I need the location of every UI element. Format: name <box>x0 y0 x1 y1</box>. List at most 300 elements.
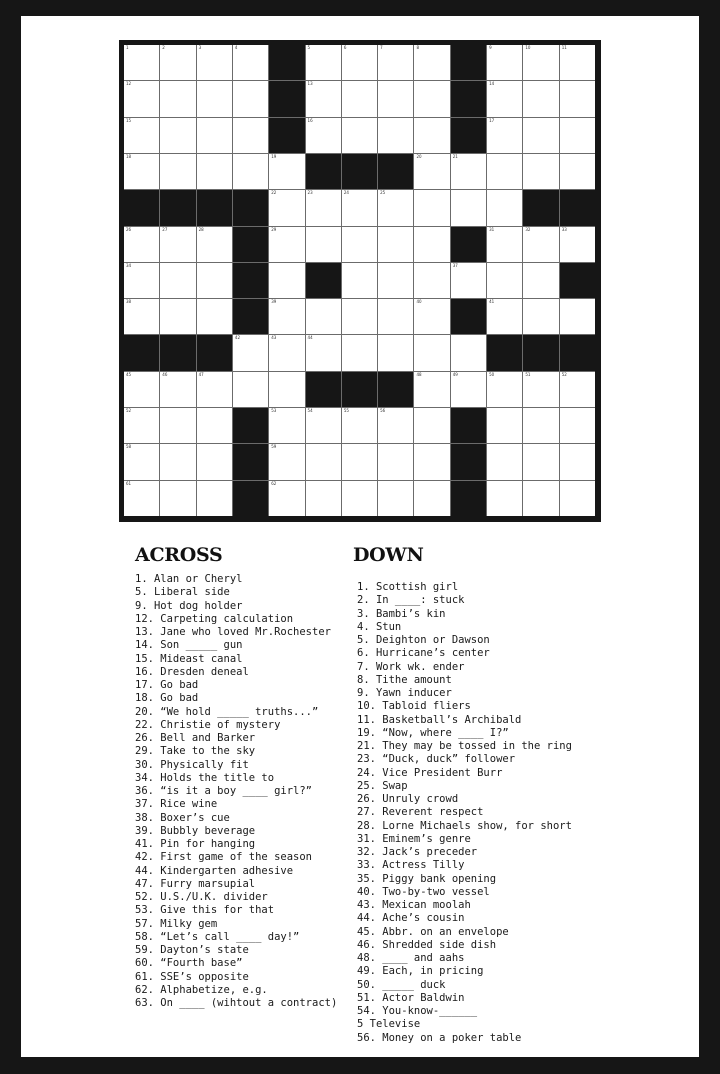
grid-cell[interactable] <box>306 118 341 153</box>
across-clue: 47. Furry marsupial <box>135 877 256 890</box>
down-clue: 43. Mexican moolah <box>357 899 471 911</box>
cell-number: 29 <box>271 226 277 232</box>
grid-cell[interactable] <box>560 227 595 262</box>
grid-cell[interactable] <box>342 263 377 298</box>
across-clue: 61. SSE’s opposite <box>135 970 249 983</box>
down-clue: 49. Each, in pricing <box>357 965 484 978</box>
grid-cell[interactable] <box>523 154 558 189</box>
grid-cell[interactable] <box>451 372 486 407</box>
grid-cell[interactable] <box>523 299 558 334</box>
down-clue: 19. “Now, where ____ I?” <box>357 726 509 739</box>
across-clue: 44. Kindergarten adhesive <box>135 864 294 877</box>
black-square <box>269 81 304 116</box>
cell-number: 7 <box>380 45 383 50</box>
down-clue: 40. Two-by-two vessel <box>357 885 490 898</box>
grid-cell[interactable] <box>378 481 413 516</box>
grid-cell[interactable] <box>197 408 232 443</box>
black-square <box>233 408 268 443</box>
grid-cell[interactable] <box>197 372 232 407</box>
cell-number: 27 <box>162 226 168 232</box>
grid-cell[interactable] <box>269 335 304 370</box>
grid-cell[interactable] <box>124 45 159 80</box>
grid-cell[interactable] <box>487 408 522 443</box>
black-square <box>451 81 486 116</box>
grid-cell[interactable] <box>197 263 232 298</box>
cell-number: 61 <box>126 480 132 486</box>
cell-number: 37 <box>452 262 458 268</box>
across-clue: 39. Bubbly beverage <box>135 824 256 837</box>
black-square <box>233 263 268 298</box>
cell-number: 24 <box>343 190 349 196</box>
black-square <box>306 263 341 298</box>
cell-number: 28 <box>198 226 204 232</box>
crossword-grid <box>124 45 595 516</box>
cell-number: 18 <box>126 153 132 159</box>
grid-cell[interactable] <box>269 154 304 189</box>
grid-cell[interactable] <box>269 190 304 225</box>
across-clue: 42. First game of the season <box>135 851 313 864</box>
across-clue: 20. “We hold _____ truths...” <box>135 705 319 718</box>
down-clue: 50. _____ duck <box>357 978 446 991</box>
across-clue: 41. Pin for hanging <box>135 838 256 850</box>
cell-number: 22 <box>271 190 277 196</box>
down-clue: 8. Tithe amount <box>357 673 452 686</box>
down-clue: 51. Actor Baldwin <box>357 991 465 1004</box>
cell-number: 55 <box>343 408 349 414</box>
grid-cell[interactable] <box>197 444 232 479</box>
grid-cell[interactable] <box>306 299 341 334</box>
black-square <box>233 481 268 516</box>
across-clue-list <box>135 573 337 1010</box>
grid-cell[interactable] <box>160 444 195 479</box>
cell-number: 25 <box>380 190 386 196</box>
grid-cell[interactable] <box>342 118 377 153</box>
across-clue: 52. U.S./U.K. divider <box>135 891 268 903</box>
black-square <box>342 372 377 407</box>
grid-cell[interactable] <box>306 45 341 80</box>
cell-number: 23 <box>307 190 313 196</box>
cell-number: 19 <box>271 153 277 159</box>
black-square <box>451 118 486 153</box>
grid-cell[interactable] <box>451 335 486 370</box>
cell-number: 14 <box>489 81 495 87</box>
grid-cell[interactable] <box>160 263 195 298</box>
grid-cell[interactable] <box>487 45 522 80</box>
cell-number: 45 <box>126 371 132 377</box>
cell-number: 48 <box>416 371 422 377</box>
down-clue-list <box>357 581 572 1045</box>
grid-cell[interactable] <box>487 118 522 153</box>
grid-cell[interactable] <box>523 118 558 153</box>
grid-cell[interactable] <box>487 227 522 262</box>
cell-number: 54 <box>307 408 313 414</box>
cell-number: 17 <box>489 117 495 123</box>
grid-cell[interactable] <box>124 154 159 189</box>
cell-number: 56 <box>380 408 386 414</box>
grid-cell[interactable] <box>414 481 449 516</box>
across-clue: 58. “Let’s call ____ day!” <box>135 930 300 943</box>
cell-number: 58 <box>126 444 132 450</box>
black-square <box>306 372 341 407</box>
cell-number: 10 <box>525 45 531 50</box>
black-square <box>269 45 304 80</box>
grid-cell[interactable] <box>414 444 449 479</box>
down-clue: 7. Work wk. ender <box>357 660 465 673</box>
grid-cell[interactable] <box>414 227 449 262</box>
grid-cell[interactable] <box>414 299 449 334</box>
cell-number: 9 <box>489 45 492 50</box>
cell-number: 51 <box>525 371 531 377</box>
grid-cell[interactable] <box>124 263 159 298</box>
black-square <box>233 299 268 334</box>
black-square <box>306 154 341 189</box>
grid-cell[interactable] <box>378 263 413 298</box>
grid-cell[interactable] <box>124 299 159 334</box>
grid-cell[interactable] <box>342 190 377 225</box>
grid-cell[interactable] <box>378 299 413 334</box>
cell-number: 50 <box>489 371 495 377</box>
cell-number: 39 <box>271 299 277 305</box>
cell-number: 11 <box>561 45 567 50</box>
grid-cell[interactable] <box>160 81 195 116</box>
grid-cell[interactable] <box>487 372 522 407</box>
black-square <box>124 190 159 225</box>
grid-cell[interactable] <box>560 299 595 334</box>
black-square <box>233 444 268 479</box>
across-clue: 62. Alphabetize, e.g. <box>135 983 268 996</box>
cell-number: 8 <box>416 45 419 50</box>
cell-number: 2 <box>162 45 165 50</box>
down-clue: 28. Lorne Michaels show, for short <box>357 819 572 832</box>
cell-number: 40 <box>416 299 422 305</box>
grid-cell[interactable] <box>160 45 195 80</box>
down-clue: 21. They may be tossed in the ring <box>357 740 572 752</box>
down-clue: 3. Bambi’s kin <box>357 607 446 620</box>
down-clue: 46. Shredded side dish <box>357 938 497 951</box>
cell-number: 26 <box>126 226 132 232</box>
grid-cell[interactable] <box>197 45 232 80</box>
black-square <box>523 190 558 225</box>
grid-cell[interactable] <box>560 481 595 516</box>
black-square <box>124 335 159 370</box>
across-clue: 9. Hot dog holder <box>135 599 243 612</box>
grid-cell[interactable] <box>269 481 304 516</box>
grid-cell[interactable] <box>197 81 232 116</box>
across-clue: 37. Rice wine <box>135 798 218 811</box>
grid-cell[interactable] <box>124 408 159 443</box>
black-square <box>197 190 232 225</box>
across-clue: 14. Son _____ gun <box>135 639 243 652</box>
down-clue: 9. Yawn inducer <box>357 687 452 699</box>
grid-cell[interactable] <box>487 481 522 516</box>
grid-cell[interactable] <box>560 154 595 189</box>
across-clue: 17. Go bad <box>135 679 199 691</box>
grid-cell[interactable] <box>414 118 449 153</box>
across-clue: 63. On ____ (wihtout a contract) <box>135 997 338 1009</box>
across-clue: 53. Give this for that <box>135 904 275 917</box>
grid-cell[interactable] <box>160 408 195 443</box>
grid-cell[interactable] <box>378 335 413 370</box>
grid-cell[interactable] <box>306 335 341 370</box>
cell-number: 38 <box>126 299 132 305</box>
across-clue: 12. Carpeting calculation <box>135 612 294 625</box>
across-clue: 1. Alan or Cheryl <box>135 573 243 585</box>
grid-cell[interactable] <box>269 444 304 479</box>
cell-number: 1 <box>126 45 129 50</box>
crossword-grid-frame <box>119 40 601 522</box>
grid-cell[interactable] <box>160 299 195 334</box>
cell-number: 15 <box>126 117 132 123</box>
cell-number: 21 <box>452 153 458 159</box>
down-clue: 6. Hurricane’s center <box>357 647 490 660</box>
grid-cell[interactable] <box>523 45 558 80</box>
black-square <box>160 335 195 370</box>
grid-cell[interactable] <box>342 408 377 443</box>
cell-number: 52 <box>561 371 567 377</box>
black-square <box>451 408 486 443</box>
grid-cell[interactable] <box>487 154 522 189</box>
grid-cell[interactable] <box>487 81 522 116</box>
grid-cell[interactable] <box>451 263 486 298</box>
across-clue: 59. Dayton’s state <box>135 944 249 956</box>
grid-cell[interactable] <box>233 81 268 116</box>
grid-cell[interactable] <box>414 45 449 80</box>
down-clue: 44. Ache’s cousin <box>357 912 465 925</box>
grid-cell[interactable] <box>378 227 413 262</box>
grid-cell[interactable] <box>197 227 232 262</box>
black-square <box>451 444 486 479</box>
down-clue: 11. Basketball’s Archibald <box>357 713 522 726</box>
across-heading: ACROSS <box>135 544 223 566</box>
across-clue: 57. Milky gem <box>135 917 218 930</box>
grid-cell[interactable] <box>560 408 595 443</box>
grid-cell[interactable] <box>378 190 413 225</box>
grid-cell[interactable] <box>233 45 268 80</box>
cell-number: 46 <box>162 371 168 377</box>
black-square <box>560 190 595 225</box>
across-clue: 5. Liberal side <box>135 586 230 599</box>
grid-cell[interactable] <box>414 263 449 298</box>
black-square <box>233 227 268 262</box>
down-clue: 54. You-know-______ <box>357 1005 478 1017</box>
across-clue: 13. Jane who loved Mr.Rochester <box>135 626 331 638</box>
grid-cell[interactable] <box>342 45 377 80</box>
grid-cell[interactable] <box>560 372 595 407</box>
grid-cell[interactable] <box>414 372 449 407</box>
across-clue: 30. Physically fit <box>135 758 249 771</box>
down-heading: DOWN <box>353 544 424 566</box>
cell-number: 4 <box>234 45 238 50</box>
grid-cell[interactable] <box>523 227 558 262</box>
cell-number: 43 <box>271 335 277 341</box>
down-clue: 33. Actress Tilly <box>357 859 465 872</box>
black-square <box>560 263 595 298</box>
grid-cell[interactable] <box>269 408 304 443</box>
cell-number: 5 <box>307 45 311 50</box>
across-clue: 26. Bell and Barker <box>135 732 256 744</box>
grid-cell[interactable] <box>378 118 413 153</box>
black-square <box>197 335 232 370</box>
down-clue: 24. Vice President Burr <box>357 766 503 779</box>
down-clue: 26. Unruly crowd <box>357 793 459 805</box>
grid-cell[interactable] <box>197 299 232 334</box>
cell-number: 44 <box>307 335 313 341</box>
grid-cell[interactable] <box>306 227 341 262</box>
black-square <box>451 45 486 80</box>
grid-cell[interactable] <box>160 154 195 189</box>
black-square <box>451 299 486 334</box>
grid-cell[interactable] <box>306 444 341 479</box>
grid-cell[interactable] <box>523 81 558 116</box>
grid-cell[interactable] <box>124 118 159 153</box>
down-clue: 35. Piggy bank opening <box>357 872 497 885</box>
grid-cell[interactable] <box>378 45 413 80</box>
across-clue: 29. Take to the sky <box>135 745 256 758</box>
grid-cell[interactable] <box>560 118 595 153</box>
across-clue: 60. “Fourth base” <box>135 957 243 970</box>
grid-cell[interactable] <box>160 227 195 262</box>
cell-number: 12 <box>126 81 132 87</box>
cell-number: 31 <box>489 226 495 232</box>
grid-cell[interactable] <box>414 81 449 116</box>
cell-number: 59 <box>271 444 277 450</box>
cell-number: 16 <box>307 117 313 123</box>
grid-cell[interactable] <box>269 263 304 298</box>
cell-number: 47 <box>198 371 204 377</box>
across-clue: 15. Mideast canal <box>135 652 243 665</box>
cell-number: 62 <box>271 480 277 486</box>
grid-cell[interactable] <box>523 408 558 443</box>
grid-cell[interactable] <box>160 481 195 516</box>
grid-cell[interactable] <box>342 335 377 370</box>
grid-cell[interactable] <box>269 372 304 407</box>
grid-cell[interactable] <box>306 81 341 116</box>
across-clue: 36. “is it a boy ____ girl?” <box>135 785 313 797</box>
grid-cell[interactable] <box>233 118 268 153</box>
grid-cell[interactable] <box>197 154 232 189</box>
grid-cell[interactable] <box>160 372 195 407</box>
grid-cell[interactable] <box>124 81 159 116</box>
grid-cell[interactable] <box>197 118 232 153</box>
grid-cell[interactable] <box>414 335 449 370</box>
down-clue: 25. Swap <box>357 779 408 792</box>
black-square <box>378 154 413 189</box>
down-clue: 56. Money on a poker table <box>357 1031 522 1044</box>
grid-cell[interactable] <box>451 154 486 189</box>
grid-cell[interactable] <box>342 481 377 516</box>
grid-cell[interactable] <box>560 81 595 116</box>
grid-cell[interactable] <box>233 154 268 189</box>
black-square <box>160 190 195 225</box>
grid-cell[interactable] <box>414 190 449 225</box>
down-clue: 45. Abbr. on an envelope <box>357 925 509 938</box>
black-square <box>269 118 304 153</box>
down-clue: 1. Scottish girl <box>357 581 459 593</box>
grid-cell[interactable] <box>342 444 377 479</box>
black-square <box>451 481 486 516</box>
grid-cell[interactable] <box>487 444 522 479</box>
grid-cell[interactable] <box>306 408 341 443</box>
grid-cell[interactable] <box>560 45 595 80</box>
grid-cell[interactable] <box>414 408 449 443</box>
grid-cell[interactable] <box>269 227 304 262</box>
grid-cell[interactable] <box>451 190 486 225</box>
black-square <box>233 190 268 225</box>
cell-number: 49 <box>452 371 458 377</box>
black-square <box>560 335 595 370</box>
grid-cell[interactable] <box>487 299 522 334</box>
black-square <box>378 372 413 407</box>
grid-cell[interactable] <box>342 227 377 262</box>
grid-cell[interactable] <box>233 372 268 407</box>
cell-number: 32 <box>525 226 531 232</box>
puzzle-page <box>21 16 699 1057</box>
grid-cell[interactable] <box>414 154 449 189</box>
cell-number: 42 <box>234 335 241 341</box>
across-clue: 38. Boxer’s cue <box>135 811 230 824</box>
grid-cell[interactable] <box>124 227 159 262</box>
grid-cell[interactable] <box>523 372 558 407</box>
grid-cell[interactable] <box>160 118 195 153</box>
grid-cell[interactable] <box>124 481 159 516</box>
grid-cell[interactable] <box>487 190 522 225</box>
grid-cell[interactable] <box>124 372 159 407</box>
grid-cell[interactable] <box>560 444 595 479</box>
grid-cell[interactable] <box>197 481 232 516</box>
across-clue: 34. Holds the title to <box>135 771 275 784</box>
down-clue: 10. Tabloid fliers <box>357 700 471 713</box>
across-clue: 16. Dresden deneal <box>135 665 249 678</box>
down-clue: 27. Reverent respect <box>357 806 484 819</box>
down-clue: 23. “Duck, duck” follower <box>357 753 516 766</box>
black-square <box>523 335 558 370</box>
down-clue: 32. Jack’s preceder <box>357 846 478 858</box>
cell-number: 13 <box>307 81 313 87</box>
down-clue: 5. Deighton or Dawson <box>357 634 490 646</box>
grid-cell[interactable] <box>378 408 413 443</box>
black-square <box>487 335 522 370</box>
down-clue: 5 Televise <box>357 1018 421 1031</box>
grid-cell[interactable] <box>233 335 268 370</box>
down-clue: 31. Eminem’s genre <box>357 832 471 845</box>
grid-cell[interactable] <box>523 263 558 298</box>
down-clue: 48. ____ and aahs <box>357 952 465 964</box>
grid-cell[interactable] <box>378 81 413 116</box>
down-clue: 2. In ____: stuck <box>357 594 465 607</box>
grid-cell[interactable] <box>523 481 558 516</box>
grid-cell[interactable] <box>342 299 377 334</box>
grid-cell[interactable] <box>342 81 377 116</box>
cell-number: 41 <box>489 299 495 305</box>
cell-number: 20 <box>416 153 422 159</box>
grid-cell[interactable] <box>378 444 413 479</box>
grid-cell[interactable] <box>487 263 522 298</box>
grid-cell[interactable] <box>124 444 159 479</box>
grid-cell[interactable] <box>306 481 341 516</box>
black-square <box>451 227 486 262</box>
cell-number: 34 <box>126 262 132 268</box>
grid-cell[interactable] <box>306 190 341 225</box>
grid-cell[interactable] <box>269 299 304 334</box>
cell-number: 52 <box>126 408 132 414</box>
cell-number: 33 <box>561 226 567 232</box>
across-clue: 22. Christie of mystery <box>135 718 281 731</box>
down-clue: 4. Stun <box>357 620 402 633</box>
black-square <box>342 154 377 189</box>
cell-number: 3 <box>198 45 202 50</box>
cell-number: 53 <box>271 408 277 414</box>
grid-cell[interactable] <box>523 444 558 479</box>
